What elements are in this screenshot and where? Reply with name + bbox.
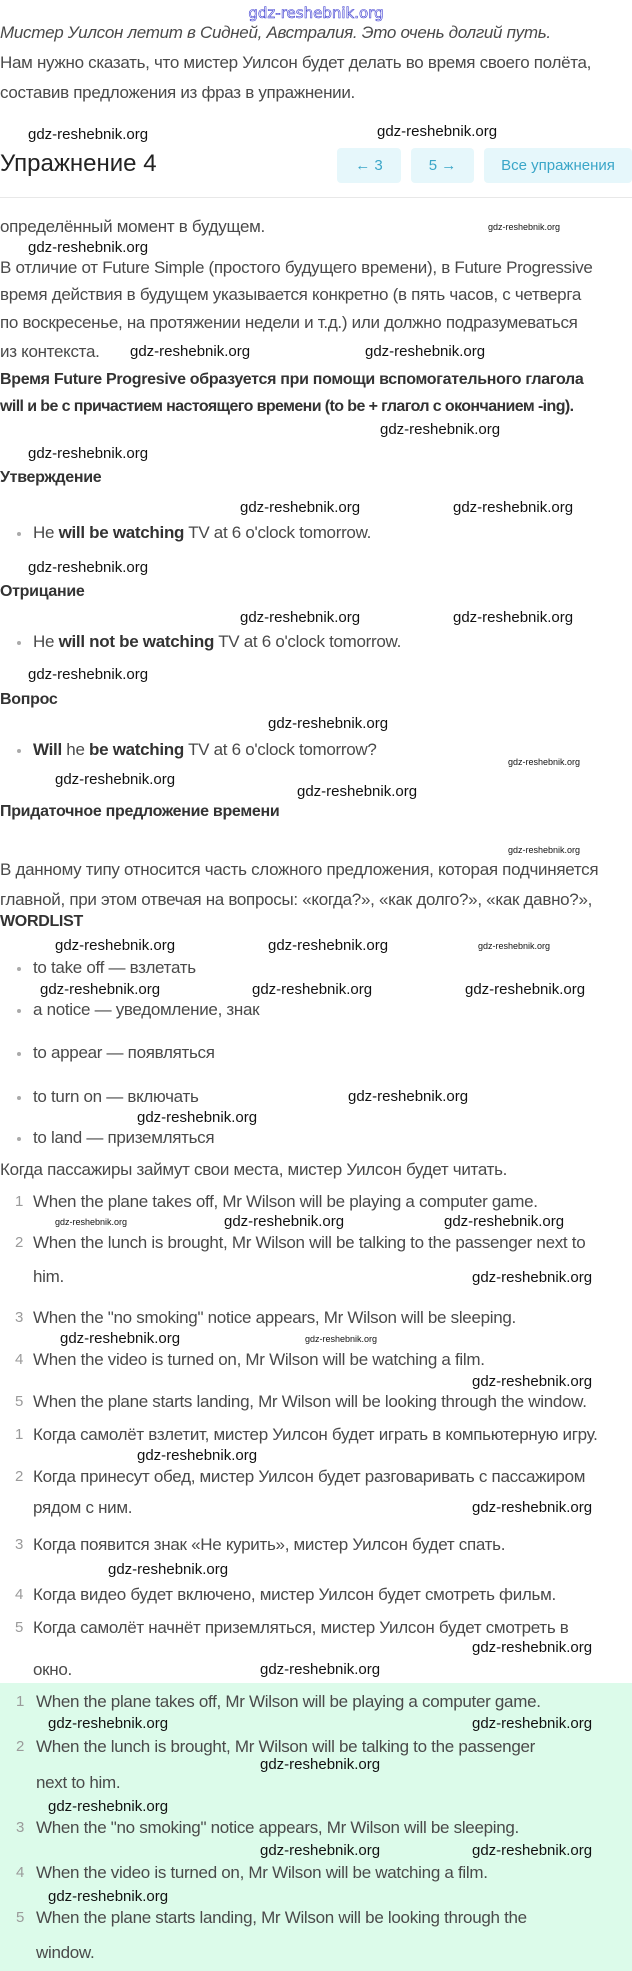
watermark-text: gdz-reshebnik.org (305, 1334, 378, 1344)
list-item-line: When the video is turned on, Mr Wilson will be watching a film. (36, 1863, 488, 1882)
watermark-text: gdz-reshebnik.org (48, 1888, 169, 1905)
question-example: Will he be watching TV at 6 o'clock tomorrow? (33, 740, 377, 759)
site-logo-watermark: gdz-reshebnik.org (248, 4, 384, 22)
theory-line: время действия в будущем указывается конкретно (в пять часов, с четверга (0, 285, 582, 304)
watermark-text: gdz-reshebnik.org (508, 757, 581, 767)
watermark-text: gdz-reshebnik.org (472, 1269, 593, 1286)
watermark-text: gdz-reshebnik.org (297, 783, 418, 800)
wordlist-item: to take off — взлетать (33, 958, 196, 977)
list-number: 3 (16, 1819, 25, 1836)
list-number: 5 (15, 1393, 24, 1410)
watermark-text: gdz-reshebnik.org (268, 715, 389, 732)
watermark-text: gdz-reshebnik.org (508, 845, 581, 855)
clause-line: В данному типу относится часть сложного предложения, которая подчиняется (0, 860, 599, 879)
watermark-text: gdz-reshebnik.org (472, 1639, 593, 1656)
negative-example: He will not be watching TV at 6 o'clock tomorrow. (33, 632, 402, 651)
watermark-text: gdz-reshebnik.org (453, 609, 574, 626)
watermark-text: gdz-reshebnik.org (40, 981, 161, 998)
list-item-line: him. (33, 1267, 64, 1286)
clause-line: главной, при этом отвечая на вопросы: «когда?», «как долго?», «как давно?», (0, 890, 593, 909)
affirmative-heading: Утверждение (0, 469, 102, 486)
theory-line: определённый момент в будущем. (0, 217, 265, 236)
bullet-icon (17, 967, 21, 971)
rule-line: will и be с причастием настоящего времени (to be + глагол с окончанием -ing). (0, 398, 574, 415)
watermark-text: gdz-reshebnik.org (453, 499, 574, 516)
watermark-text: gdz-reshebnik.org (465, 981, 586, 998)
watermark-text: gdz-reshebnik.org (137, 1109, 258, 1126)
intro-line: составив предложения из фраз в упражнении. (0, 83, 355, 102)
negative-heading: Отрицание (0, 583, 85, 600)
watermark-text: gdz-reshebnik.org (55, 771, 176, 788)
watermark-text: gdz-reshebnik.org (28, 666, 149, 683)
question-heading: Вопрос (0, 691, 58, 708)
list-number: 3 (15, 1536, 24, 1553)
watermark-text: gdz-reshebnik.org (252, 981, 373, 998)
watermark-text: gdz-reshebnik.org (28, 239, 149, 256)
wordlist-item: a notice — уведомление, знак (33, 1000, 260, 1019)
watermark-text: gdz-reshebnik.org (108, 1561, 229, 1578)
bullet-icon (17, 641, 21, 645)
list-item-line: next to him. (36, 1773, 121, 1792)
watermark-text: gdz-reshebnik.org (268, 937, 389, 954)
list-item-line: Когда принесут обед, мистер Уилсон будет разговаривать с пассажиром (33, 1467, 586, 1486)
list-number: 2 (15, 1234, 24, 1251)
watermark-text: gdz-reshebnik.org (55, 937, 176, 954)
wordlist-item: to turn on — включать (33, 1087, 199, 1106)
list-number: 4 (16, 1864, 25, 1881)
watermark-text: gdz-reshebnik.org (48, 1798, 169, 1815)
wordlist-item: to appear — появляться (33, 1043, 215, 1062)
list-item-line: Когда появится знак «Не курить», мистер Уилсон будет спать. (33, 1535, 506, 1554)
list-item-line: When the video is turned on, Mr Wilson will be watching a film. (33, 1350, 485, 1369)
watermark-text: gdz-reshebnik.org (240, 499, 361, 516)
task-example: Когда пассажиры займут свои места, мистер Уилсон будет читать. (0, 1160, 508, 1179)
bullet-icon (17, 1137, 21, 1141)
watermark-text: gdz-reshebnik.org (488, 222, 561, 232)
bullet-icon (17, 532, 21, 536)
watermark-text: gdz-reshebnik.org (224, 1213, 345, 1230)
clause-heading: Придаточное предложение времени (0, 803, 280, 820)
theory-line: В отличие от Future Simple (простого будущего времени), в Future Progressive (0, 258, 593, 277)
watermark-text: gdz-reshebnik.org (130, 343, 251, 360)
page-title: Упражнение 4 (0, 150, 157, 177)
prev-exercise-button[interactable]: ← 3 (337, 148, 401, 183)
watermark-text: gdz-reshebnik.org (478, 941, 551, 951)
affirmative-example: He will be watching TV at 6 o'clock tomorrow. (33, 523, 372, 542)
watermark-text: gdz-reshebnik.org (137, 1447, 258, 1464)
theory-line: из контекста. (0, 342, 100, 361)
watermark-text: gdz-reshebnik.org (380, 421, 501, 438)
list-item-line: window. (36, 1943, 95, 1962)
list-number: 2 (16, 1738, 25, 1755)
list-number: 4 (15, 1586, 24, 1603)
list-number: 1 (15, 1193, 24, 1210)
watermark-text: gdz-reshebnik.org (260, 1842, 381, 1859)
watermark-text: gdz-reshebnik.org (28, 559, 149, 576)
list-item-line: When the plane starts landing, Mr Wilson will be looking through the (36, 1908, 527, 1927)
wordlist-item: to land — приземляться (33, 1128, 215, 1147)
list-item-line: When the lunch is brought, Mr Wilson will be talking to the passenger (36, 1737, 536, 1756)
bullet-icon (17, 1096, 21, 1100)
watermark-text: gdz-reshebnik.org (348, 1088, 469, 1105)
list-number: 5 (16, 1909, 25, 1926)
list-item-line: When the lunch is brought, Mr Wilson will be talking to the passenger next to (33, 1233, 586, 1252)
all-exercises-button[interactable]: Все упражнения (484, 148, 632, 183)
header-divider (0, 197, 632, 198)
list-number: 3 (15, 1309, 24, 1326)
list-item-line: When the "no smoking" notice appears, Mr Wilson will be sleeping. (33, 1308, 516, 1327)
list-number: 5 (15, 1619, 24, 1636)
list-number: 2 (15, 1468, 24, 1485)
list-item-line: Когда самолёт начнёт приземляться, мистер Уилсон будет смотреть в (33, 1618, 569, 1637)
watermark-text: gdz-reshebnik.org (260, 1756, 381, 1773)
list-number: 4 (15, 1351, 24, 1368)
watermark-text: gdz-reshebnik.org (472, 1373, 593, 1390)
watermark-text: gdz-reshebnik.org (472, 1715, 593, 1732)
list-item-line: Когда самолёт взлетит, мистер Уилсон будет играть в компьютерную игру. (33, 1425, 598, 1444)
watermark-text: gdz-reshebnik.org (444, 1213, 565, 1230)
watermark-text: gdz-reshebnik.org (472, 1842, 593, 1859)
watermark-text: gdz-reshebnik.org (240, 609, 361, 626)
bullet-icon (17, 1052, 21, 1056)
list-number: 1 (15, 1426, 24, 1443)
list-item-line: Когда видео будет включено, мистер Уилсон будет смотреть фильм. (33, 1585, 556, 1604)
watermark-text: gdz-reshebnik.org (60, 1330, 181, 1347)
list-item-line: рядом с ним. (33, 1498, 133, 1517)
list-item-line: When the plane takes off, Mr Wilson will be playing a computer game. (36, 1692, 541, 1711)
intro-line: Нам нужно сказать, что мистер Уилсон будет делать во время своего полёта, (0, 53, 592, 72)
list-item-line: When the plane takes off, Mr Wilson will be playing a computer game. (33, 1192, 538, 1211)
watermark-text: gdz-reshebnik.org (260, 1661, 381, 1678)
watermark-text: gdz-reshebnik.org (28, 126, 149, 143)
list-item-line: окно. (33, 1660, 72, 1679)
wordlist-heading: WORDLIST (0, 913, 83, 930)
watermark-text: gdz-reshebnik.org (28, 445, 149, 462)
bullet-icon (17, 749, 21, 753)
watermark-text: gdz-reshebnik.org (472, 1499, 593, 1516)
watermark-text: gdz-reshebnik.org (55, 1217, 128, 1227)
list-number: 1 (16, 1693, 25, 1710)
intro-italic: Мистер Уилсон летит в Сидней, Австралия. Это очень долгий путь. (0, 23, 551, 42)
bullet-icon (17, 1009, 21, 1013)
list-item-line: When the "no smoking" notice appears, Mr Wilson will be sleeping. (36, 1818, 519, 1837)
watermark-text: gdz-reshebnik.org (377, 123, 498, 140)
rule-line: Время Future Progresive образуется при помощи вспомогательного глагола (0, 371, 584, 388)
theory-line: по воскресенье, на протяжении недели и т.д.) или должно подразумеваться (0, 313, 578, 332)
watermark-text: gdz-reshebnik.org (48, 1715, 169, 1732)
list-item-line: When the plane starts landing, Mr Wilson will be looking through the window. (33, 1392, 587, 1411)
watermark-text: gdz-reshebnik.org (365, 343, 486, 360)
next-exercise-button[interactable]: 5 → (411, 148, 474, 183)
